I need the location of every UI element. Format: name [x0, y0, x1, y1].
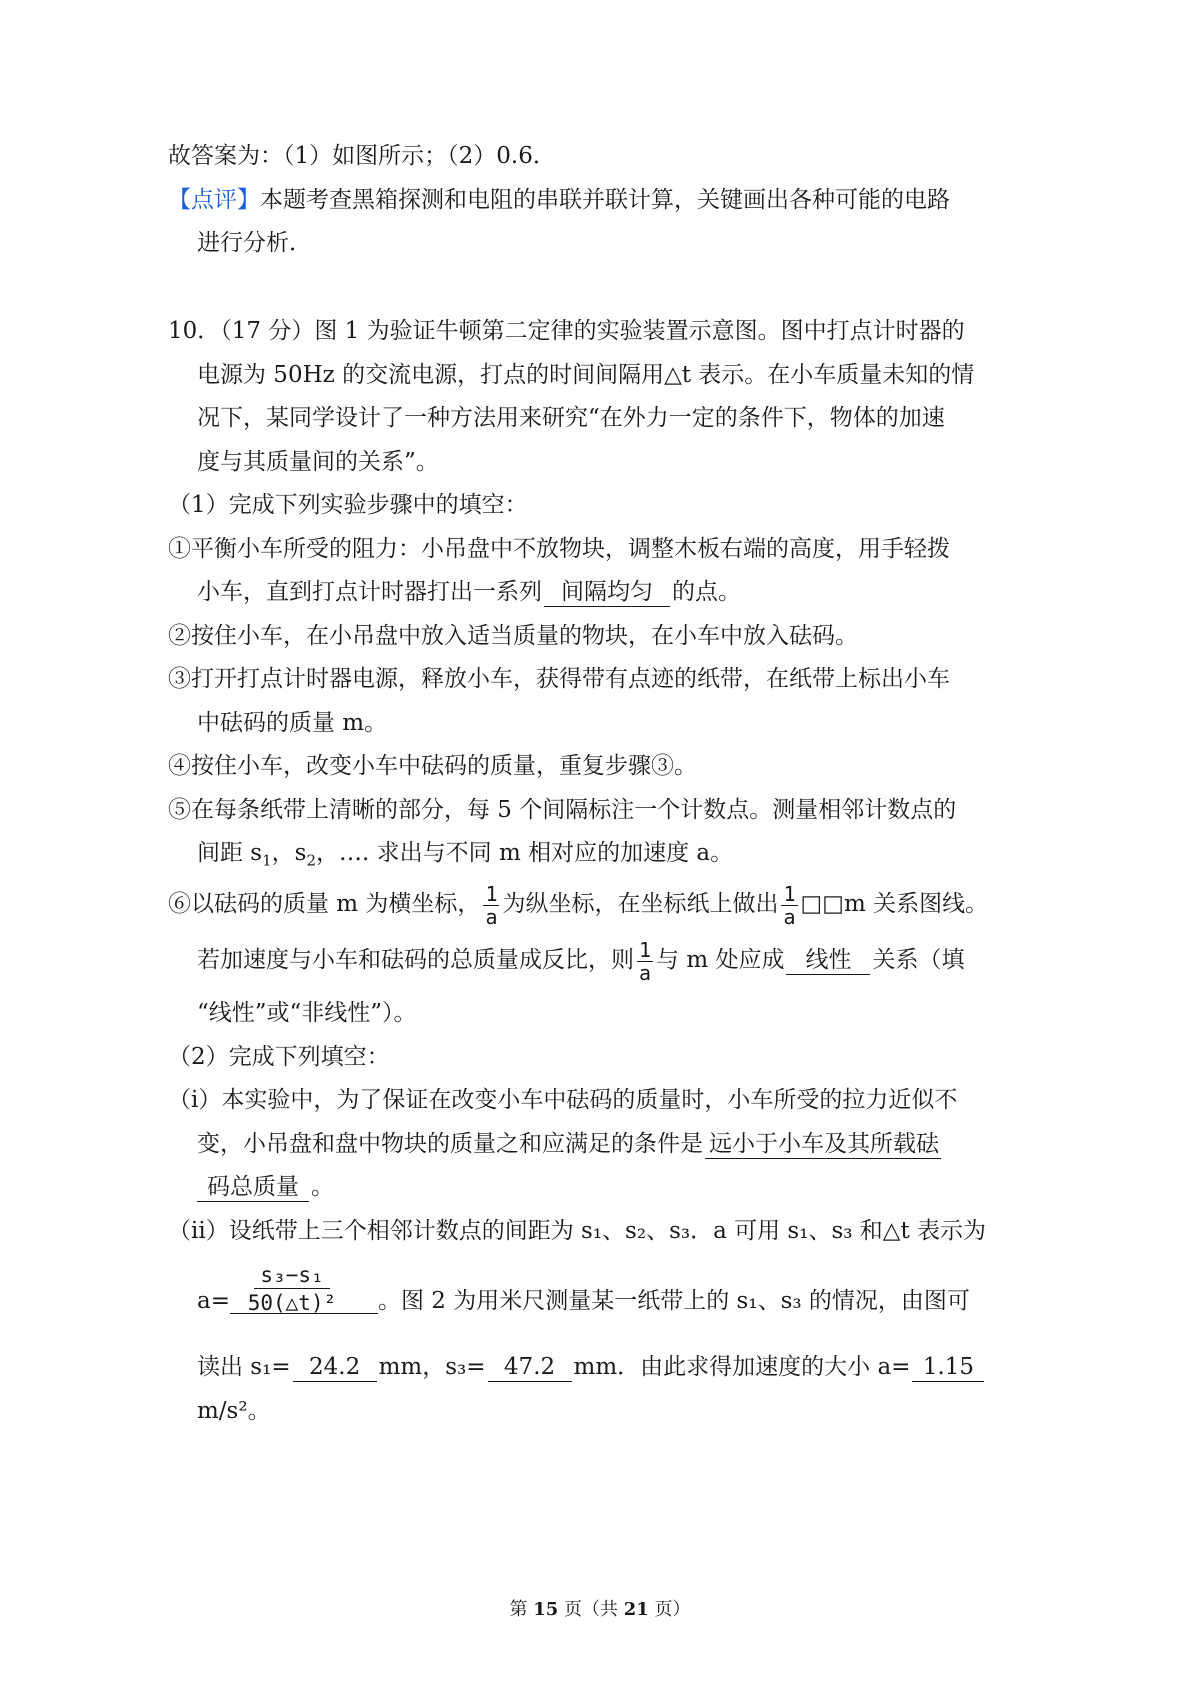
- part2-ii-line-1: （ii）设纸带上三个相邻计数点的间距为 s₁、s₂、s₃．a 可用 s₁、s₃ 和△t 表示为: [168, 1218, 987, 1244]
- step6-line-1: ⑥以砝码的质量 m 为横坐标， $\frac{1}{a}$ 为纵坐标，在坐标纸上做出 $\frac{1}{a}$ □□m 关系图线。: [168, 881, 989, 929]
- step2: ②按住小车，在小吊盘中放入适当质量的物块，在小车中放入砝码。: [168, 623, 858, 649]
- part2-i-line-1: （i）本实验中，为了保证在改变小车中砝码的质量时，小车所受的拉力近似不: [168, 1087, 958, 1113]
- question-number: 10．: [168, 318, 221, 344]
- step5-line-1: ⑤在每条纸带上清晰的部分，每 5 个间隔标注一个计数点。测量相邻计数点的: [168, 797, 957, 823]
- step3-line-1: ③打开打点计时器电源，释放小车，获得带有点迹的纸带，在纸带上标出小车: [168, 666, 950, 692]
- previous-answer: 故答案为：（1）如图所示；（2）0.6．: [168, 143, 556, 169]
- page-footer: 第 15 页（共 21 页）: [509, 1599, 691, 1620]
- step1-line-1: ①平衡小车所受的阻力：小吊盘中不放物块，调整木板右端的高度，用手轻拨: [168, 536, 950, 562]
- answer-blank-condition-cont: 码总质量: [197, 1173, 309, 1202]
- part2-i-line-2: 变，小吊盘和盘中物块的质量之和应满足的条件是 远小于小车及其所载砝: [197, 1131, 939, 1157]
- part2-i-line-3: 码总质量 。: [197, 1172, 334, 1202]
- answer-blank-s1: 24.2: [293, 1353, 377, 1382]
- step5-line-2: 间距 $s_1$，$s_2$，…. 求出与不同 m 相对应的加速度 a。: [197, 840, 734, 870]
- comment-tag: 【点评】: [168, 187, 260, 213]
- part2-ii-line-4: m/s²。: [197, 1398, 271, 1424]
- step6-line-2: 若加速度与小车和砝码的总质量成反比，则 $\frac{1}{a}$ 与 m 处应成 线性 关系（填: [197, 937, 965, 985]
- part2-ii-line-2: a= 。图 2 为用米尺测量某一纸带上的 s₁、s₃ 的情况，由图可: [197, 1288, 970, 1314]
- answer-blank-relation: 线性: [786, 946, 870, 975]
- acceleration-formula: $\frac{\text{s₃−s₁}}{\text{50(△t)²}}$: [247, 1263, 337, 1315]
- page-number: 15: [533, 1599, 559, 1620]
- answer-blank-acceleration: 1.15: [912, 1353, 984, 1382]
- comment-line-2: 进行分析．: [197, 230, 312, 256]
- part2-title: （2）完成下列填空：: [168, 1044, 390, 1070]
- question-line-4: 度与其质量间的关系”。: [197, 449, 439, 475]
- step6-line-3: “线性”或“非线性”）。: [197, 1000, 417, 1026]
- question-line-2: 电源为 50Hz 的交流电源，打点的时间间隔用△t 表示。在小车质量未知的情: [197, 362, 975, 388]
- question-line-1: 10．（17 分）图 1 为验证牛顿第二定律的实验装置示意图。图中打点计时器的: [168, 318, 965, 344]
- comment-line-1: 【点评】本题考查黑箱探测和电阻的串联并联计算，关键画出各种可能的电路: [168, 187, 950, 213]
- step3-line-2: 中砝码的质量 m。: [197, 710, 388, 736]
- step1-line-2: 小车，直到打点计时器打出一系列 间隔均匀 的点。: [197, 579, 741, 605]
- part1-title: （1）完成下列实验步骤中的填空：: [168, 492, 528, 518]
- answer-blank-s3: 47.2: [488, 1353, 572, 1382]
- step4: ④按住小车，改变小车中砝码的质量，重复步骤③。: [168, 753, 697, 779]
- part2-ii-line-3: 读出 s₁= 24.2 mm，s₃= 47.2 mm．由此求得加速度的大小 a= 1.15: [197, 1352, 986, 1382]
- fraction-one-over-a: $\frac{1}{a}$: [783, 881, 796, 929]
- question-line-3: 况下，某同学设计了一种方法用来研究“在外力一定的条件下，物体的加速: [197, 405, 945, 431]
- fraction-one-over-a: $\frac{1}{a}$: [639, 937, 652, 985]
- page-total: 21: [623, 1599, 649, 1620]
- answer-blank-spacing: 间隔均匀: [544, 578, 670, 607]
- answer-blank-condition: 远小于小车及其所载砝: [705, 1130, 941, 1159]
- fraction-one-over-a: $\frac{1}{a}$: [485, 881, 498, 929]
